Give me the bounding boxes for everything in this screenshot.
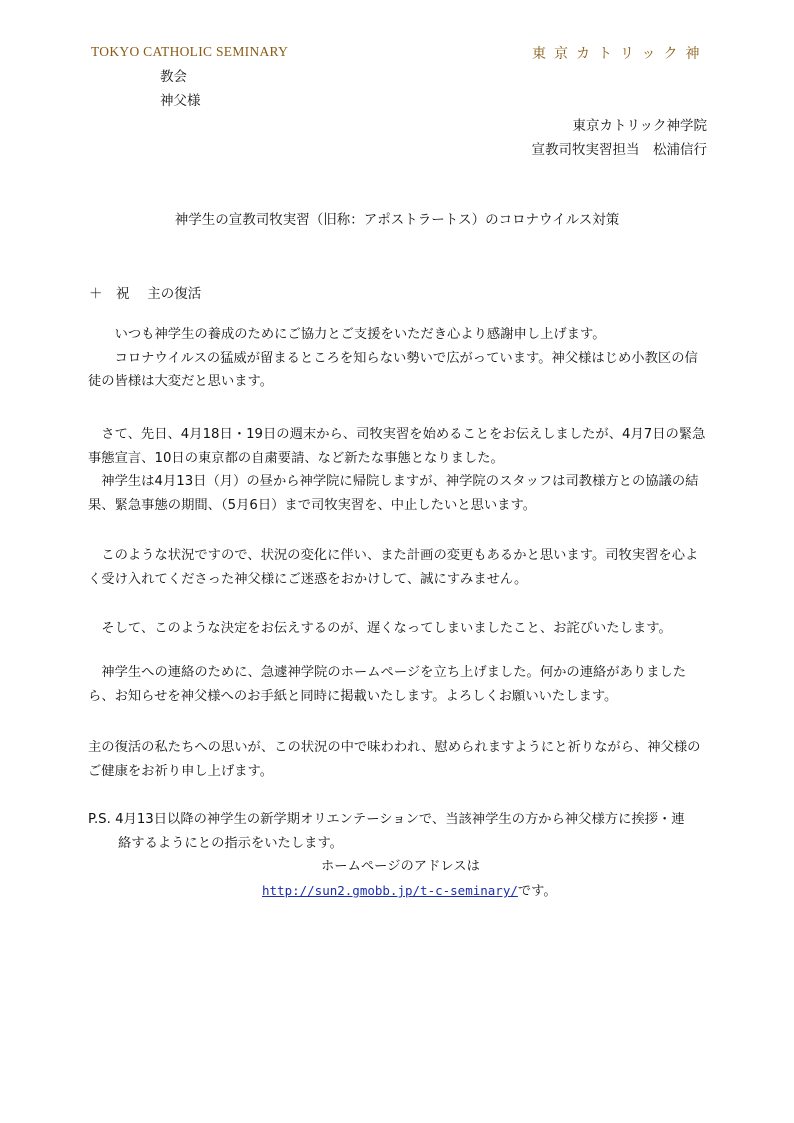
- paragraph-apology-change: [88, 544, 710, 591]
- document-title: 神学生の宣教司牧実習（旧称：アポストラートス）のコロナウイルス対策: [174, 212, 620, 228]
- header-org-english: TOKYO CATHOLIC SEMINARY: [91, 44, 289, 59]
- paragraph-thanks: [88, 323, 710, 394]
- paragraph-line: そして、このような決定をお伝えするのが、遅くなってしまいましたこと、お詫びいたします。: [88, 621, 672, 636]
- sender-organization: 東京カトリック神学院: [572, 118, 707, 134]
- paragraph-line: 神学生への連絡のために、急遽神学院のホームページを立ち上げました。何かの連絡がありましたら、お知らせを神父様へのお手紙と同時に掲載いたします。よろしくお願いいたします。: [88, 665, 687, 704]
- addressee-church: 教会: [160, 69, 187, 85]
- postscript-line-1: P.S. 4月13日以降の神学生の新学期オリエンテーションで、当該神学生の方から神父様方に挨拶・連: [88, 812, 685, 827]
- greeting: ＋ 祝 主の復活: [89, 286, 202, 302]
- paragraph-line: 神学生は4月13日（月）の昼から神学院に帰院しますが、神学院のスタッフは司教様方との協議の結果、緊急事態の期間、（5月6日）まで司牧実習を、中止したいと思います。: [88, 474, 699, 513]
- homepage-link[interactable]: http://sun2.gmobb.jp/t-c-seminary/: [262, 883, 518, 898]
- paragraph-apology-late: [88, 617, 710, 641]
- homepage-label: ホームページのアドレスは: [321, 859, 480, 874]
- paragraph-line: コロナウイルスの猛威が留まるところを知らない勢いで広がっています。神父様はじめ小教区の信徒の皆様は大変だと思います。: [88, 350, 698, 389]
- postscript-line-2: 絡するようにとの指示をいたします。: [118, 836, 343, 851]
- addressee-priest: 神父様: [160, 93, 201, 109]
- paragraph-closing-prayer: [88, 736, 710, 783]
- paragraph-homepage: [88, 661, 710, 708]
- homepage-address-line: [262, 880, 557, 899]
- homepage-suffix: です。: [517, 884, 557, 899]
- paragraph-situation: [88, 423, 710, 517]
- paragraph-line: いつも神学生の養成のためにご協力とご支援をいただき心より感謝申し上げます。: [88, 327, 606, 342]
- header-org-japanese: 東京カトリック神: [532, 46, 708, 62]
- paragraph-line: 主の復活の私たちへの思いが、この状況の中で味わわれ、慰められますようにと祈りながら、神父様のご健康をお祈り申し上げます。: [88, 740, 701, 779]
- sender-person: 宣教司牧実習担当 松浦信行: [531, 142, 707, 158]
- paragraph-line: このような状況ですので、状況の変化に伴い、また計画の変更もあるかと思います。司牧実習を心よく受け入れてくださった神父様にご迷惑をおかけして、誠にすみません。: [88, 548, 699, 587]
- paragraph-line: さて、先日、4月18日・19日の週末から、司牧実習を始めることをお伝えしましたが、4月7日の緊急事態宣言、10日の東京都の自粛要請、など新たな事態となりました。: [88, 427, 706, 466]
